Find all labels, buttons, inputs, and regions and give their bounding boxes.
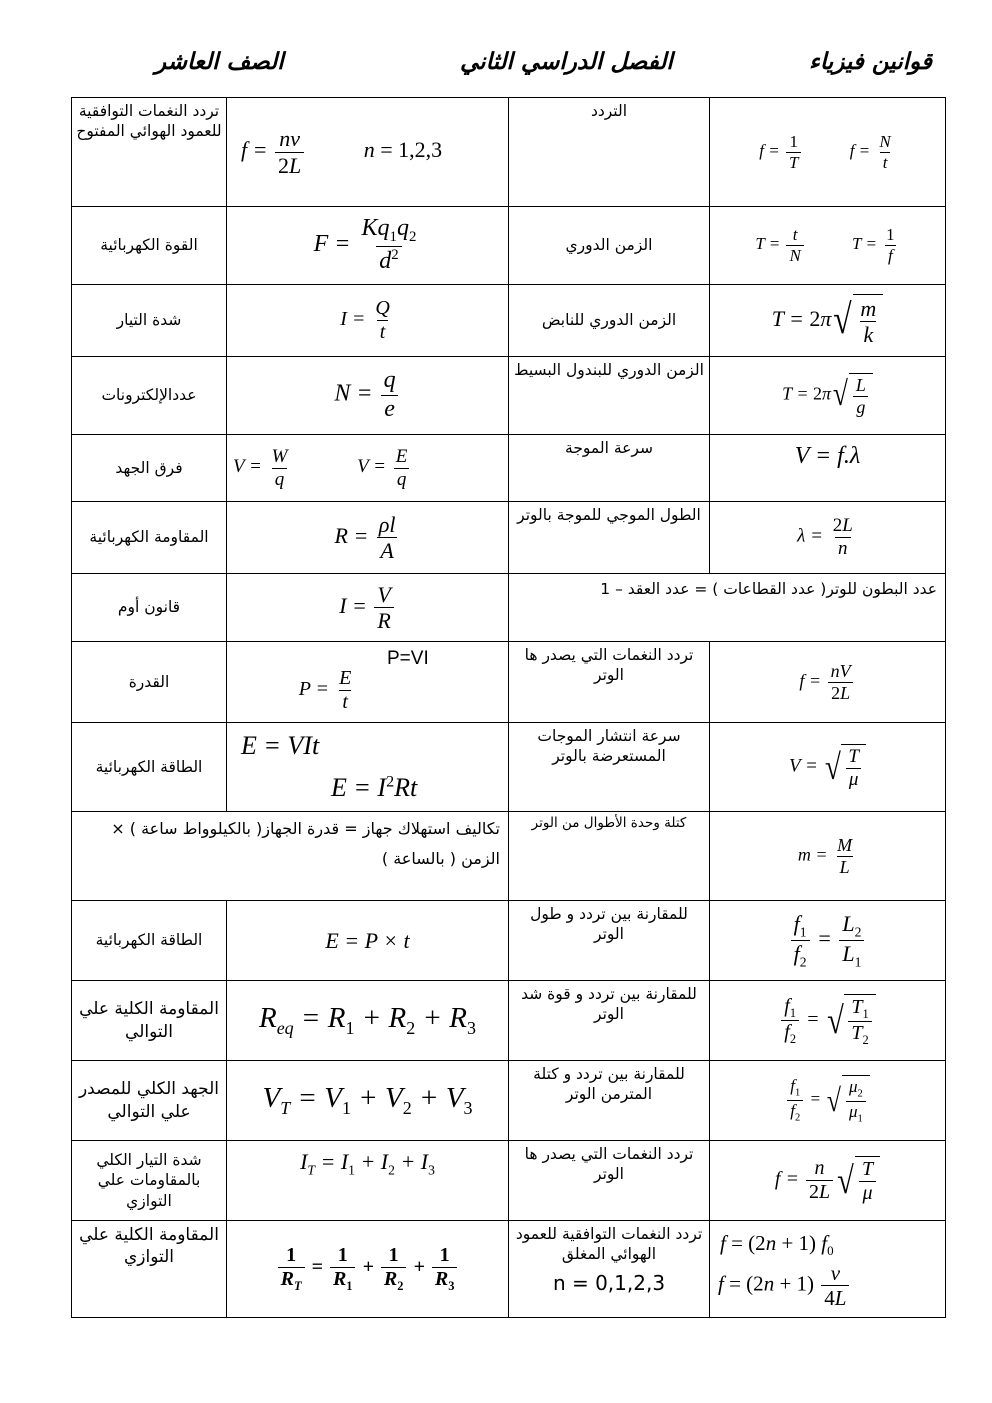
formula-parallel-current: $I_T = I_1 + I_2 + I_3$ <box>227 1141 509 1221</box>
table-row <box>72 502 946 574</box>
formula-string-frequency: f = $\frac{nV}{2L}$ <box>710 642 946 723</box>
label-wave-speed: سرعة الموجة <box>509 435 710 502</box>
formula-series-resistance: $R_{eq} = R_1 + R_2 + R_3$ <box>227 981 509 1061</box>
label-electric-energy: الطاقة الكهربائية <box>72 723 227 812</box>
table-row <box>72 812 946 901</box>
label-potential-difference: فرق الجهد <box>72 435 227 502</box>
formula-power: P=VI P = $\frac{E}{t}$ <box>227 642 509 723</box>
label-power: القدرة <box>72 642 227 723</box>
label-open-air-column: تردد النغمات التوافقية للعمود الهوائي المفتوح <box>72 98 227 207</box>
formula-potential-difference: V = $\frac{W}{q}$ V = $\frac{E}{q}$ <box>227 435 509 502</box>
label-string-wavelength: الطول الموجي للموجة بالوتر <box>509 502 710 574</box>
n-values-closed: n = 0,1,2,3 <box>552 1271 666 1296</box>
table-row <box>72 981 946 1061</box>
header-subject: قوانين فيزياء <box>809 48 932 75</box>
label-current: شدة التيار <box>72 285 227 357</box>
header-semester: الفصل الدراسي الثاني <box>460 48 673 75</box>
table-row <box>72 723 946 812</box>
formula-frequency-length-ratio: $\frac{f_1}{f_2}$ = $\frac{L_2}{L_1}$ <box>710 901 946 981</box>
formula-wave-speed: V = f.λ <box>710 435 946 502</box>
header-grade: الصف العاشر <box>155 48 284 75</box>
table-row <box>72 357 946 435</box>
formula-pendulum-period: T = 2π √ L g <box>710 357 946 435</box>
label-spring-period: الزمن الدوري للنابض <box>509 285 710 357</box>
formula-current: I = $\frac{Q}{t}$ <box>227 285 509 357</box>
label-series-voltage: الجهد الكلي للمصدر علي التوالي <box>72 1061 227 1141</box>
formula-electric-energy: E = VIt $E = I^2Rt$ <box>227 723 509 812</box>
formula-table <box>71 97 946 1318</box>
label-string-frequency: تردد النغمات التي يصدر ها الوتر <box>509 642 710 723</box>
formula-frequency-mass-ratio: $\frac{f_1}{f_2}$ = √ $\mu_2$ $\mu_1$ <box>710 1061 946 1141</box>
formula-frequency-tension-ratio: $\frac{f_1}{f_2}$ = √ $T_1$ $T_2$ <box>710 981 946 1061</box>
label-electric-energy-2: الطاقة الكهربائية <box>72 901 227 981</box>
table-row <box>72 285 946 357</box>
label-transverse-speed: سرعة انتشار الموجات المستعرضة بالوتر <box>509 723 710 812</box>
label-pendulum-period: الزمن الدوري للبندول البسيط <box>509 357 710 435</box>
table-row <box>72 1141 946 1221</box>
table-row <box>72 435 946 502</box>
table-row <box>72 642 946 723</box>
formula-parallel-resistance: $\frac{1}{R_T}$ = $\frac{1}{R_1}$ + $\frac{1}{R_2}$ + $\frac{1}{R_3}$ <box>227 1221 509 1318</box>
label-parallel-current: شدة التيار الكلي بالمقاومات علي التوازي <box>72 1141 227 1221</box>
label-electric-force: القوة الكهربائية <box>72 207 227 285</box>
note-consumption-cost: تكاليف استهلاك جهاز = قدرة الجهاز( بالكيلوواط ساعة ) × الزمن ( بالساعة ) <box>72 812 509 901</box>
label-closed-air-column-text: تردد النغمات التوافقية للعمود الهوائي المغلق <box>515 1225 703 1264</box>
label-period: الزمن الدوري <box>509 207 710 285</box>
formula-string-wavelength: λ = $\frac{2L}{n}$ <box>710 502 946 574</box>
formula-resistance: R = $\frac{\rho l}{A}$ <box>227 502 509 574</box>
label-parallel-resistance: المقاومة الكلية علي التوازي <box>72 1221 227 1318</box>
table-row <box>72 207 946 285</box>
table-row <box>72 1061 946 1141</box>
formula-closed-air-column: f = (2n + 1) $f_0$ f = (2n + 1) $\frac{v}{4L}$ <box>710 1221 946 1318</box>
label-frequency-tension-ratio: للمقارنة بين تردد و قوة شد الوتر <box>509 981 710 1061</box>
label-frequency-mass-ratio: للمقارنة بين تردد و كتلة المترمن الوتر <box>509 1061 710 1141</box>
note-antinodes: عدد البطون للوتر( عدد القطاعات ) = عدد العقد – 1 <box>509 574 946 642</box>
label-string-frequency-2: تردد النغمات التي يصدر ها الوتر <box>509 1141 710 1221</box>
label-ohms-law: قانون أوم <box>72 574 227 642</box>
formula-ohms-law: I = $\frac{V}{R}$ <box>227 574 509 642</box>
formula-open-air-column: f = $\frac{nv}{2L}$ n = 1,2,3 <box>227 98 509 207</box>
label-closed-air-column <box>509 1221 710 1318</box>
label-resistance: المقاومة الكهربائية <box>72 502 227 574</box>
formula-energy-pt: E = P × t <box>227 901 509 981</box>
label-linear-density: كتلة وحدة الأطوال من الوتر <box>509 812 710 901</box>
formula-spring-period: T = 2π √ m k <box>710 285 946 357</box>
table-row <box>72 1221 946 1318</box>
table-row <box>72 574 946 642</box>
label-frequency: التردد <box>509 98 710 207</box>
label-electron-count: عددالإلكترونات <box>72 357 227 435</box>
formula-string-frequency-tension: f = $\frac{n}{2L}$ √ T μ <box>710 1141 946 1221</box>
formula-transverse-speed: V = √ T μ <box>710 723 946 812</box>
formula-electron-count: N = $\frac{q}{e}$ <box>227 357 509 435</box>
table-row <box>72 98 946 207</box>
formula-coulomb-force: F = $\frac{Kq_1q_2}{d^2}$ <box>227 207 509 285</box>
power-alt-formula: P=VI <box>387 648 429 669</box>
formula-linear-density: m = $\frac{M}{L}$ <box>710 812 946 901</box>
table-row <box>72 901 946 981</box>
formula-period: T = $\frac{t}{N}$ T = $\frac{1}{f}$ <box>710 207 946 285</box>
formula-frequency: f = $\frac{1}{T}$ f = $\frac{N}{t}$ <box>710 98 946 207</box>
label-frequency-length-ratio: للمقارنة بين تردد و طول الوتر <box>509 901 710 981</box>
formula-series-voltage: $V_T = V_1 + V_2 + V_3$ <box>227 1061 509 1141</box>
label-series-resistance: المقاومة الكلية علي التوالي <box>72 981 227 1061</box>
